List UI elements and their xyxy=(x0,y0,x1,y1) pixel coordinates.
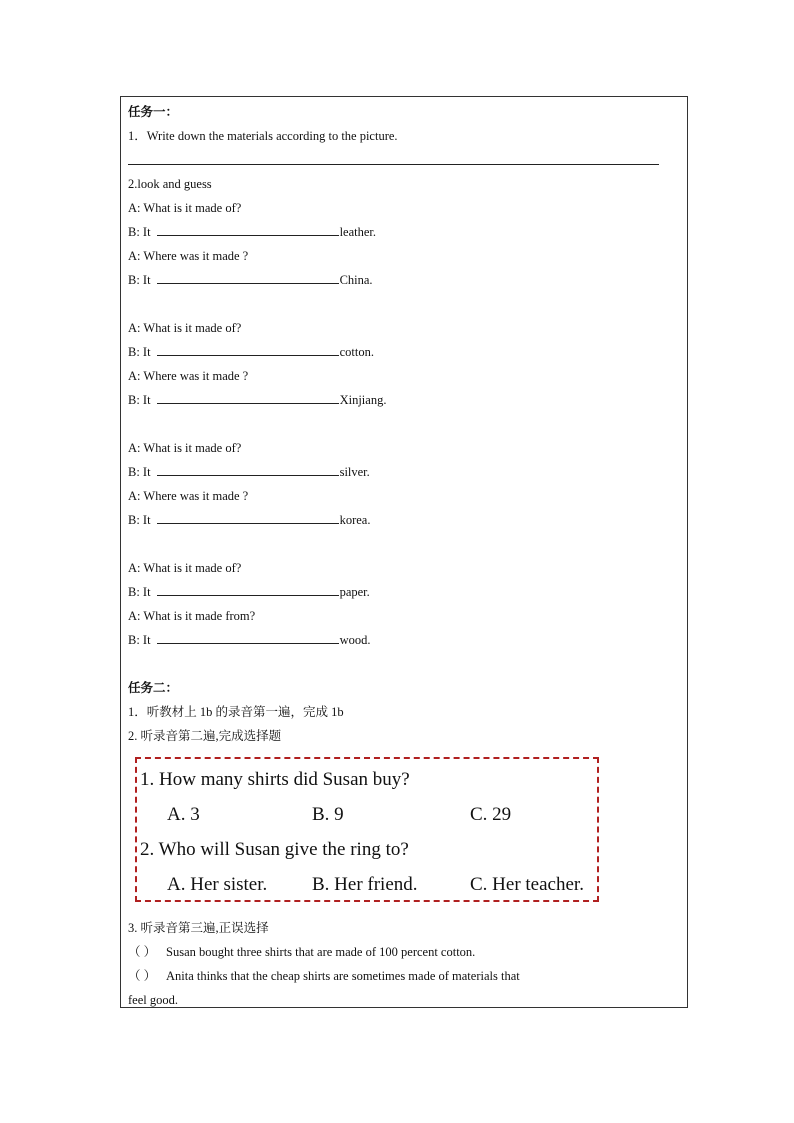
task2-item3: 3. 听录音第三遍,正误选择 xyxy=(128,921,269,935)
blank-field[interactable] xyxy=(157,224,339,236)
option-1b[interactable]: B. 9 xyxy=(312,804,344,825)
dialog2-a1: B: It cotton. xyxy=(128,345,374,359)
task2-item2: 2. 听录音第二遍,完成选择题 xyxy=(128,729,282,743)
option-2b[interactable]: B. Her friend. xyxy=(312,874,418,895)
dialog1-a1: B: It leather. xyxy=(128,225,377,239)
tf-statement-1: （ ） Susan bought three shirts that are made of 100 percent cotton. xyxy=(128,945,476,959)
blank-field[interactable] xyxy=(157,392,339,404)
dialog3-q1: A: What is it made of? xyxy=(128,441,242,455)
task2-title: 任务二： xyxy=(128,681,179,695)
option-1a[interactable]: A. 3 xyxy=(167,804,200,825)
task1-item1: 1．Write down the materials according to the picture. xyxy=(128,129,398,143)
task1-title: 任务一： xyxy=(128,105,179,119)
question-1: 1. How many shirts did Susan buy? xyxy=(140,769,410,790)
dialog4-q2: A: What is it made from? xyxy=(128,609,256,623)
answer-parenthesis[interactable]: （ ） xyxy=(128,969,157,983)
dialog3-q2: A: Where was it made ? xyxy=(128,489,249,503)
tf-statement-2: （ ） Anita thinks that the cheap shirts are sometimes made of materials that xyxy=(128,969,520,983)
blank-field[interactable] xyxy=(157,512,339,524)
dialog4-q1: A: What is it made of? xyxy=(128,561,242,575)
dialog1-a2: B: It China. xyxy=(128,273,373,287)
option-2a[interactable]: A. Her sister. xyxy=(167,874,268,895)
option-2c[interactable]: C. Her teacher. xyxy=(470,874,584,895)
question-2: 2. Who will Susan give the ring to? xyxy=(140,839,409,860)
answer-line[interactable] xyxy=(128,164,659,165)
dialog2-a2: B: It Xinjiang. xyxy=(128,393,387,407)
dialog2-q1: A: What is it made of? xyxy=(128,321,242,335)
dialog3-a1: B: It silver. xyxy=(128,465,370,479)
blank-field[interactable] xyxy=(157,632,339,644)
task2-item1: 1．听教材上 1b 的录音第一遍，完成 1b xyxy=(128,705,344,719)
task1-item2: 2.look and guess xyxy=(128,177,212,191)
option-1c[interactable]: C. 29 xyxy=(470,804,512,825)
blank-field[interactable] xyxy=(157,584,339,596)
blank-field[interactable] xyxy=(157,344,339,356)
dialog1-q1: A: What is it made of? xyxy=(128,201,242,215)
dialog4-a1: B: It paper. xyxy=(128,585,370,599)
answer-parenthesis[interactable]: （ ） xyxy=(128,945,157,959)
dialog4-a2: B: It wood. xyxy=(128,633,371,647)
blank-field[interactable] xyxy=(157,272,339,284)
blank-field[interactable] xyxy=(157,464,339,476)
dialog3-a2: B: It korea. xyxy=(128,513,371,527)
dialog1-q2: A: Where was it made ? xyxy=(128,249,249,263)
dialog2-q2: A: Where was it made ? xyxy=(128,369,249,383)
tf-statement-2-cont: feel good. xyxy=(128,993,178,1007)
